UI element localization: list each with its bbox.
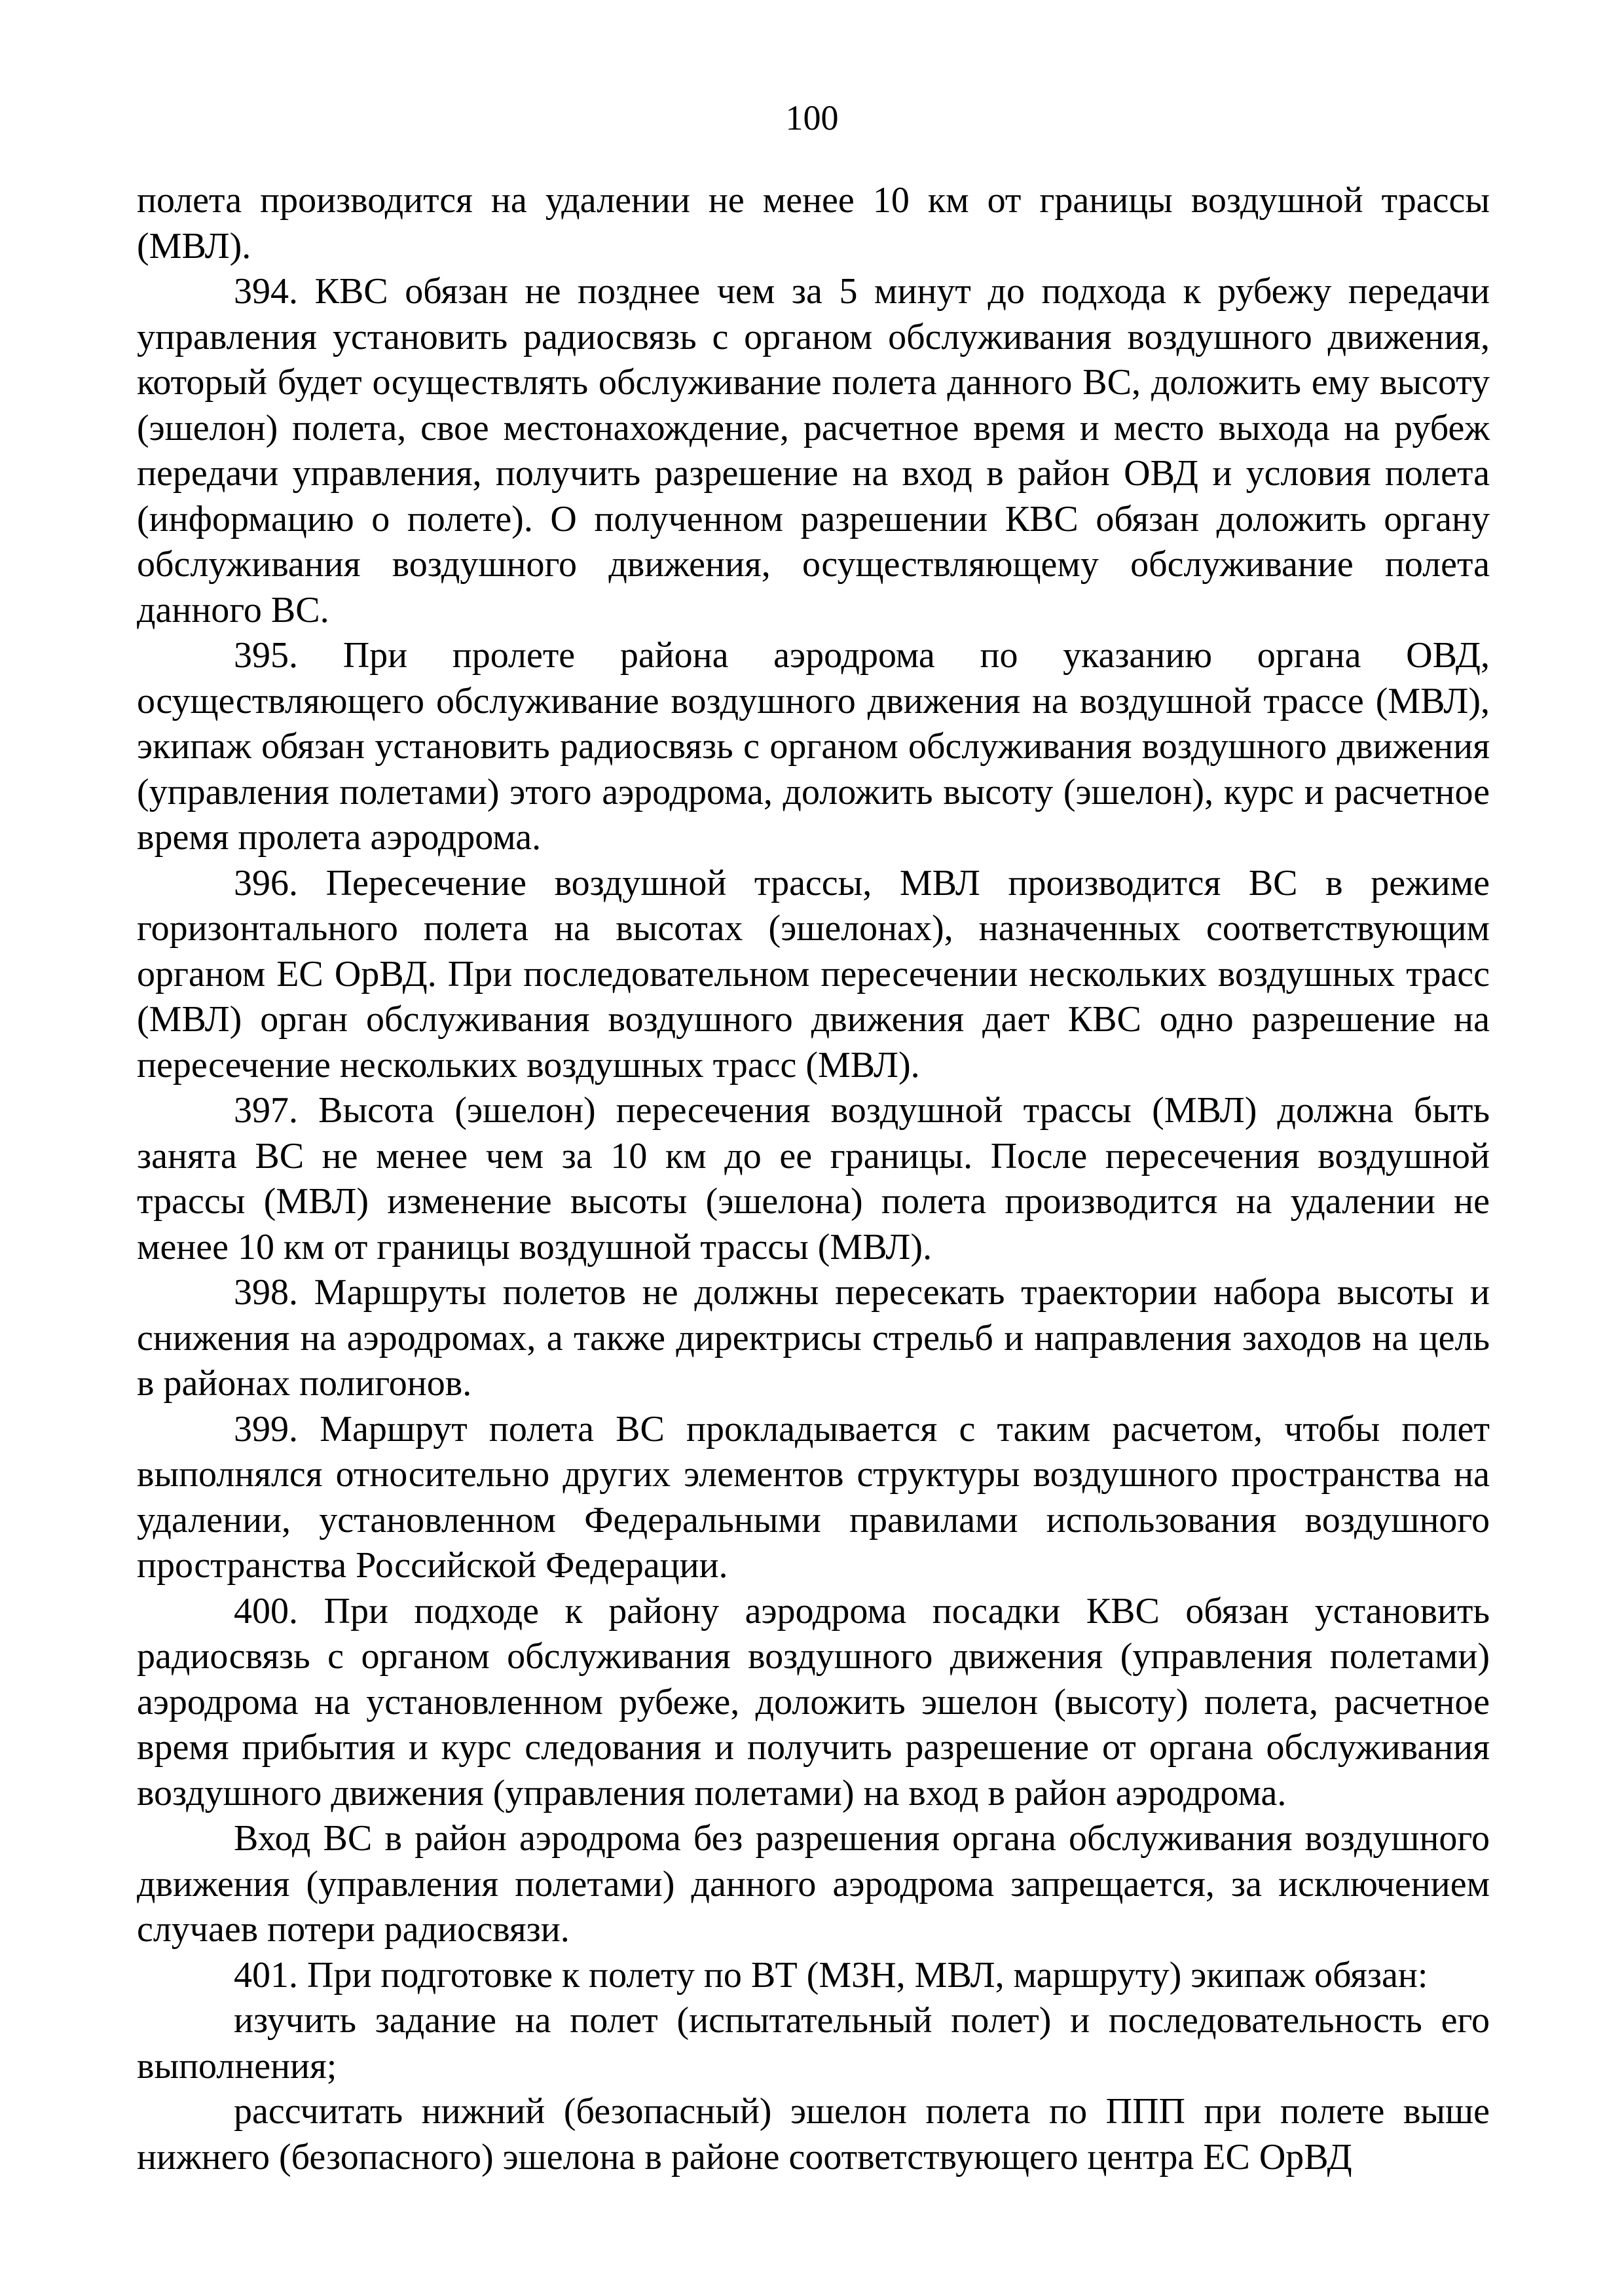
paragraph-401-item-2: рассчитать нижний (безопасный) эшелон полета по ППП при полете выше нижнего (безопасного) эшелона в районе соответствующего центра ЕС ОрВД — [137, 2091, 1490, 2178]
paragraph-401-item-1: изучить задание на полет (испытательный полет) и последовательность его выполнения; — [137, 2000, 1490, 2086]
paragraph-401: 401. При подготовке к полету по ВТ (МЗН, МВЛ, маршруту) экипаж обязан: — [234, 1954, 1428, 1995]
paragraph-397: 397. Высота (эшелон) пересечения воздушной трассы (МВЛ) должна быть занята ВС не менее чем за 10 км до ее границы. После пересечения воздушной трассы (МВЛ) изменение высоты (эшелона) полета производится на удалении не менее 10 км от границы воздушной трассы (МВЛ). — [137, 1090, 1490, 1267]
document-body — [137, 178, 1490, 2180]
paragraph-394: 394. КВС обязан не позднее чем за 5 минут до подхода к рубежу передачи управления установить радиосвязь с органом обслуживания воздушного движения, который будет осуществлять обслуживание полета данного ВС, доложить ему высоту (эшелон) полета, свое местонахождение, расчетное время и место выхода на рубеж передачи управления, получить разрешение на вход в район ОВД и условия полета (информацию о полете). О полученном разрешении КВС обязан доложить органу обслуживания воздушного движения, осуществляющему обслуживание полета данного ВС. — [137, 271, 1490, 630]
paragraph-continuation: полета производится на удалении не менее 10 км от границы воздушной трассы (МВЛ). — [137, 180, 1490, 266]
paragraph-400-note: Вход ВС в район аэродрома без разрешения органа обслуживания воздушного движения (управления полетами) данного аэродрома запрещается, за исключением случаев потери радиосвязи. — [137, 1818, 1490, 1950]
paragraph-400: 400. При подходе к району аэродрома посадки КВС обязан установить радиосвязь с органом обслуживания воздушного движения (управления полетами) аэродрома на установленном рубеже, доложить эшелон (высоту) полета, расчетное время прибытия и курс следования и получить разрешение от органа обслуживания воздушного движения (управления полетами) на вход в район аэродрома. — [137, 1590, 1490, 1813]
paragraph-398: 398. Маршруты полетов не должны пересекать траектории набора высоты и снижения на аэродромах, а также директрисы стрельб и направления заходов на цель в районах полигонов. — [137, 1272, 1490, 1404]
paragraph-395: 395. При пролете района аэродрома по указанию органа ОВД, осуществляющего обслуживание воздушного движения на воздушной трассе (МВЛ), экипаж обязан установить радиосвязь с органом обслуживания воздушного движения (управления полетами) этого аэродрома, доложить высоту (эшелон), курс и расчетное время пролета аэродрома. — [137, 635, 1490, 858]
page-number: 100 — [785, 98, 839, 137]
paragraph-399: 399. Маршрут полета ВС прокладывается с таким расчетом, чтобы полет выполнялся относительно других элементов структуры воздушного пространства на удалении, установленном Федеральными правилами использования воздушного пространства Российской Федерации. — [137, 1408, 1490, 1586]
paragraph-396: 396. Пересечение воздушной трассы, МВЛ производится ВС в режиме горизонтального полета на высотах (эшелонах), назначенных соответствующим органом ЕС ОрВД. При последовательном пересечении нескольких воздушных трасс (МВЛ) орган обслуживания воздушного движения дает КВС одно разрешение на пересечение нескольких воздушных трасс (МВЛ). — [137, 862, 1490, 1085]
